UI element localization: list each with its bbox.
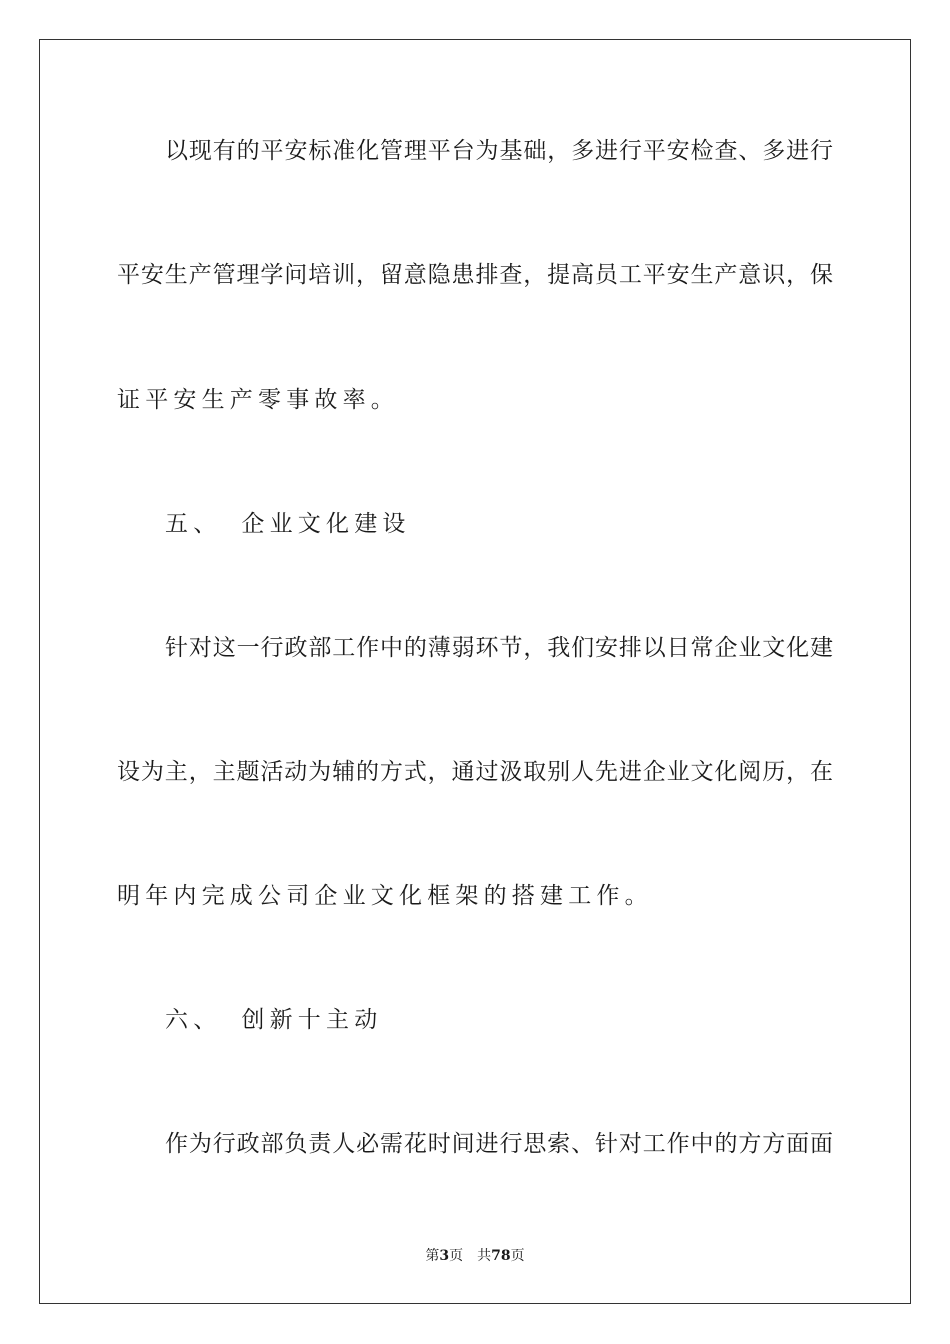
paragraph-line: 以现有的平安标准化管理平台为基础，多进行平安检查、多进行 (165, 138, 833, 164)
section-heading-5 (165, 509, 411, 539)
footer-total-pages: 78 (491, 1248, 511, 1264)
page-footer (0, 1247, 950, 1265)
paragraph-line: 明年内完成公司企业文化框架的搭建工作。 (117, 883, 653, 909)
section-title: 企业文化建设 (241, 511, 411, 537)
footer-page-number: 3 (439, 1248, 450, 1264)
footer-page-suffix: 页 (449, 1248, 464, 1264)
paragraph-line: 证平安生产零事故率。 (117, 387, 399, 413)
section-title: 创新十主动 (241, 1007, 383, 1033)
paragraph-line: 作为行政部负责人必需花时间进行思索、针对工作中的方方面面 (165, 1131, 833, 1157)
paragraph-line: 平安生产管理学问培训，留意隐患排查，提高员工平安生产意识，保 (117, 262, 833, 288)
footer-total-prefix: 共 (477, 1248, 492, 1264)
footer-prefix: 第 (425, 1248, 440, 1264)
footer-total-suffix: 页 (510, 1248, 525, 1264)
section-number: 六、 (165, 1007, 222, 1033)
section-number: 五、 (165, 511, 222, 537)
paragraph-line: 设为主，主题活动为辅的方式，通过汲取别人先进企业文化阅历，在 (117, 759, 833, 785)
section-heading-6 (165, 1005, 382, 1035)
page-border (39, 39, 911, 1304)
paragraph-line: 针对这一行政部工作中的薄弱环节，我们安排以日常企业文化建 (165, 635, 833, 661)
